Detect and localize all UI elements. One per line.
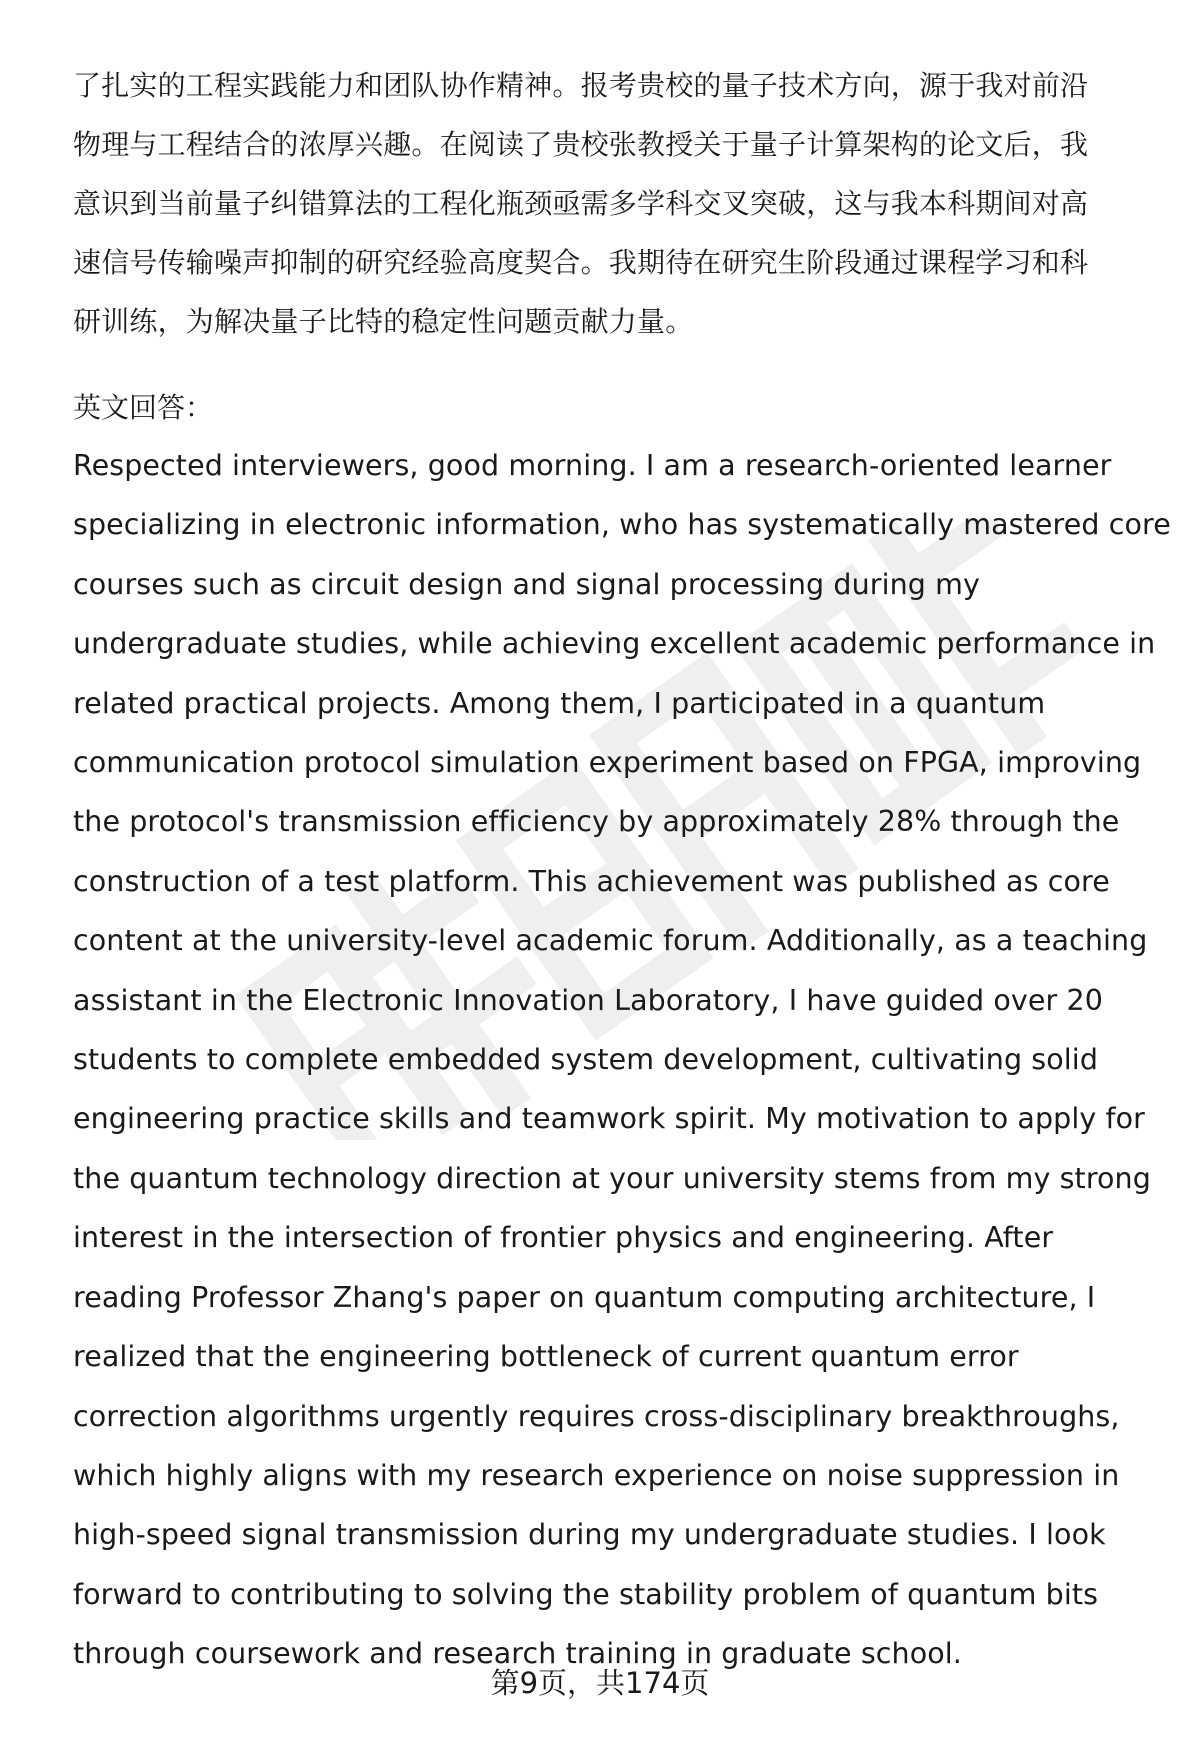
english-answer-line: correction algorithms urgently requires cross-disciplinary breakthroughs, <box>73 1399 1120 1433</box>
page-number-footer: 第9页，共174页 <box>490 1666 710 1700</box>
english-answer-line: content at the university-level academic forum. Additionally, as a teaching <box>73 924 1148 958</box>
english-answer-line: the quantum technology direction at your university stems from my strong <box>73 1161 1151 1195</box>
english-answer-line: reading Professor Zhang's paper on quantum computing architecture, I <box>73 1280 1096 1314</box>
english-answer-line: undergraduate studies, while achieving excellent academic performance in <box>73 627 1156 661</box>
chinese-answer-line: 了扎实的工程实践能力和团队协作精神。报考贵校的量子技术方向，源于我对前沿 <box>73 69 1089 102</box>
chinese-answer-line: 意识到当前量子纠错算法的工程化瓶颈亟需多学科交叉突破，这与我本科期间对高 <box>73 187 1089 220</box>
english-answer-paragraph <box>73 436 1171 1684</box>
english-answer-line: related practical projects. Among them, I participated in a quantum <box>73 686 1046 720</box>
english-answer-line: specializing in electronic information, who has systematically mastered core <box>73 508 1171 542</box>
english-answer-line: realized that the engineering bottleneck of current quantum error <box>73 1340 1019 1374</box>
english-answer-line: interest in the intersection of frontier physics and engineering. After <box>73 1221 1054 1255</box>
english-answer-line: courses such as circuit design and signal processing during my <box>73 567 980 601</box>
chinese-answer-line: 研训练，为解决量子比特的稳定性问题贡献力量。 <box>73 305 694 338</box>
english-answer-line: construction of a test platform. This achievement was published as core <box>73 864 1110 898</box>
english-answer-line: high-speed signal transmission during my undergraduate studies. I look <box>73 1518 1106 1552</box>
english-answer-line: students to complete embedded system development, cultivating solid <box>73 1043 1099 1077</box>
english-answer-heading: 英文回答： <box>73 391 214 424</box>
english-answer-line: Respected interviewers, good morning. I am a research-oriented learner <box>73 449 1112 482</box>
english-answer-line: which highly aligns with my research experience on noise suppression in <box>73 1458 1120 1492</box>
english-answer-line: communication protocol simulation experiment based on FPGA, improving <box>73 746 1142 780</box>
chinese-answer-line: 速信号传输噪声抑制的研究经验高度契合。我期待在研究生阶段通过课程学习和科 <box>73 246 1089 279</box>
english-answer-line: forward to contributing to solving the stability problem of quantum bits <box>73 1577 1099 1611</box>
english-answer-line: through coursework and research training in graduate school. <box>73 1637 962 1671</box>
english-answer-line: the protocol's transmission efficiency by approximately 28% through the <box>73 805 1120 839</box>
chinese-answer-paragraph <box>73 56 1153 351</box>
english-answer-line: assistant in the Electronic Innovation Laboratory, I have guided over 20 <box>73 983 1103 1017</box>
english-answer-line: engineering practice skills and teamwork spirit. My motivation to apply for <box>73 1102 1145 1136</box>
chinese-answer-line: 物理与工程结合的浓厚兴趣。在阅读了贵校张教授关于量子计算架构的论文后，我 <box>73 128 1089 161</box>
